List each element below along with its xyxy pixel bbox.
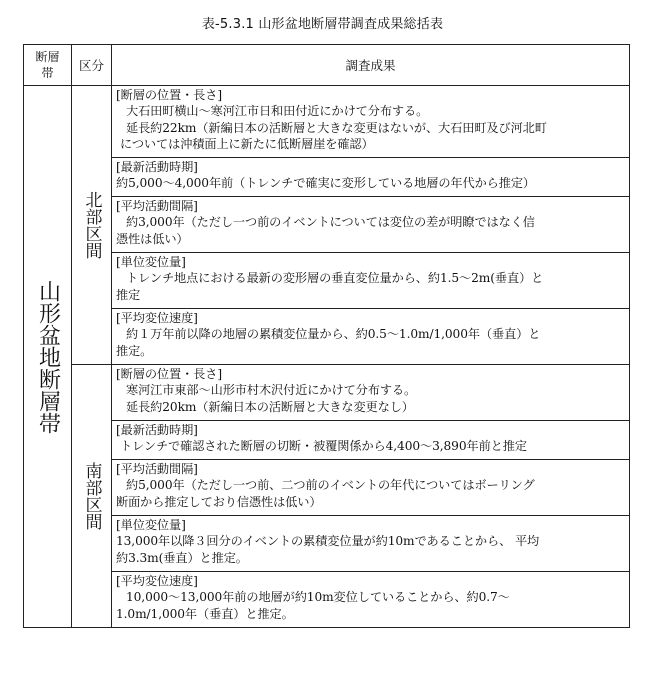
item-line: トレンチで確認された断層の切断・被覆関係から4,400～3,890年前と推定 <box>120 439 527 454</box>
item-heading: [断層の位置・長さ] <box>116 88 223 102</box>
item-heading: [単位変位量] <box>116 255 186 269</box>
fault-name-cell <box>24 86 72 628</box>
results-cell-south <box>112 365 630 628</box>
item-heading: [断層の位置・長さ] <box>116 367 223 381</box>
item-line: 10,000～13,000年前の地層が約10m変位していることから、約0.7～ <box>126 590 510 605</box>
item-line: 推定。 <box>116 343 153 358</box>
item-line: 延長約20km（新編日本の活断層と大きな変更なし） <box>126 399 414 414</box>
result-item <box>112 86 629 158</box>
result-item <box>112 572 629 627</box>
item-heading: [平均変位速度] <box>116 574 198 588</box>
item-heading: [最新活動時期] <box>116 160 198 174</box>
table-title: 表-5.3.1 山形盆地断層帯調査成果総括表 <box>201 17 444 32</box>
north-row <box>24 86 630 365</box>
item-line: 約5,000年（ただし一つ前、二つ前のイベントの年代についてはボーリング <box>126 478 535 493</box>
section-name-south: 南部区間 <box>81 462 102 530</box>
item-heading: [平均活動間隔] <box>116 462 198 476</box>
item-line: 大石田町横山～寒河江市日和田付近にかけて分布する。 <box>126 104 429 119</box>
result-item <box>112 460 629 516</box>
item-line: 13,000年以降３回分のイベントの累積変位量が約10mであることから、 平均 <box>116 534 540 549</box>
result-item <box>112 253 629 309</box>
item-line: 約１万年前以降の地層の累積変位量から、約0.5～1.0m/1,000年（垂直）と <box>126 327 541 342</box>
header-fault <box>24 45 72 86</box>
item-line: 憑性は低い） <box>116 231 189 246</box>
item-line: 約3.3m(垂直）と推定。 <box>116 550 248 565</box>
result-item <box>112 158 629 197</box>
fault-name: 山形盆地断層帯 <box>35 279 61 434</box>
results-cell-north <box>112 86 630 365</box>
result-item <box>112 421 629 460</box>
item-line: 約3,000年（ただし一つ前のイベントについては変位の差が明瞭ではなく信 <box>126 215 535 230</box>
section-cell-north <box>72 86 112 365</box>
result-item <box>112 365 629 421</box>
item-heading: [最新活動時期] <box>116 423 198 437</box>
item-line: 推定 <box>116 287 141 302</box>
header-fault-label: 断層帯 <box>35 50 60 80</box>
item-line: 約5,000～4,000年前（トレンチで確実に変形している地層の年代から推定） <box>116 176 536 191</box>
item-line: 1.0m/1,000年（垂直）と推定。 <box>116 606 294 621</box>
summary-table <box>23 44 630 628</box>
item-heading: [平均活動間隔] <box>116 199 198 213</box>
item-heading: [単位変位量] <box>116 518 186 532</box>
section-name-north: 北部区間 <box>81 191 102 259</box>
result-item <box>112 197 629 253</box>
result-item <box>112 309 629 364</box>
header-section: 区分 <box>72 45 112 86</box>
south-row <box>24 365 630 628</box>
header-row <box>24 45 630 86</box>
result-item <box>112 516 629 572</box>
item-line: トレンチ地点における最新の変形層の垂直変位量から、約1.5～2m(垂直）と <box>126 271 544 286</box>
item-heading: [平均変位速度] <box>116 311 198 325</box>
item-line: については沖積面上に新たに低断層崖を確認） <box>120 137 374 152</box>
item-line: 寒河江市東部～山形市村木沢付近にかけて分布する。 <box>126 383 417 398</box>
header-result: 調査成果 <box>112 45 630 86</box>
item-line: 断面から推定しており信憑性は低い） <box>116 494 322 509</box>
section-cell-south <box>72 365 112 628</box>
item-line: 延長約22km（新編日本の活断層と大きな変更はないが、大石田町及び河北町 <box>126 120 547 135</box>
